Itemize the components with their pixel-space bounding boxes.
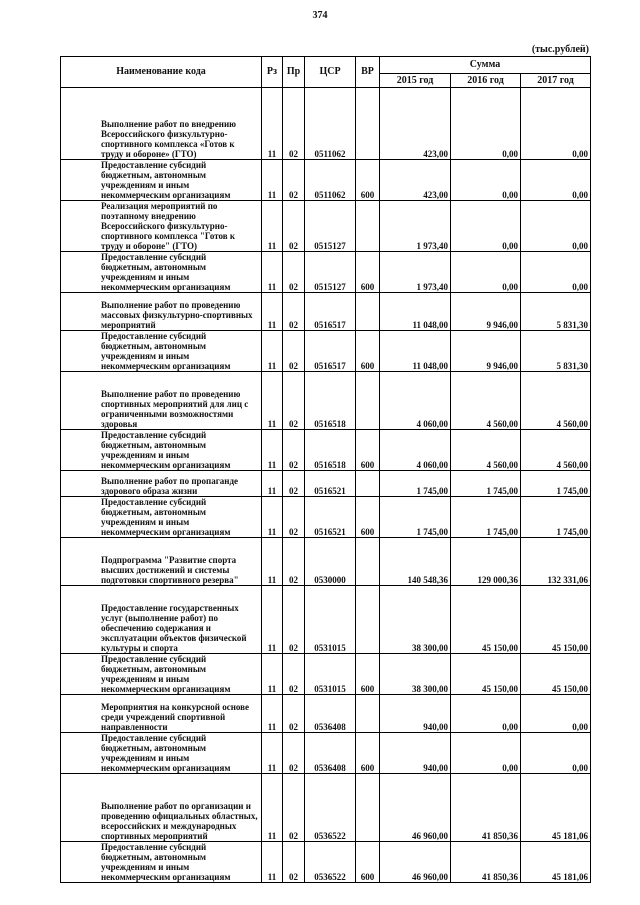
cell-y2015: 423,00 [380,88,451,160]
cell-y2016: 4 560,00 [451,372,521,430]
cell-y2017: 4 560,00 [521,372,591,430]
row-name-cell [61,695,262,733]
cell-y2016: 1 745,00 [451,471,521,497]
cell-csr: 0516517 [305,331,356,372]
cell-y2015: 940,00 [380,695,451,733]
cell-rz: 11 [262,654,283,695]
table-row [61,654,591,695]
row-name-cell [61,88,262,160]
cell-csr: 0536522 [305,774,356,842]
cell-y2017: 132 331,06 [521,538,591,586]
cell-y2016: 41 850,36 [451,842,521,883]
cell-y2016: 1 745,00 [451,497,521,538]
cell-y2016: 9 946,00 [451,331,521,372]
row-name-cell [61,733,262,774]
cell-pr: 02 [283,695,305,733]
cell-rz: 11 [262,774,283,842]
cell-vr [356,88,380,160]
cell-y2016: 0,00 [451,88,521,160]
header-vr: ВР [356,57,380,88]
row-name: Предоставление субсидий бюджетным, автономным учреждениям и иным некоммерческим организациям [101,160,231,200]
row-name: Выполнение работ по внедрению Всероссийского физкультурно-спортивного комплекса «Готов к труду и обороне» (ГТО) [101,119,237,159]
cell-y2015: 38 300,00 [380,586,451,654]
cell-pr: 02 [283,372,305,430]
table-row [61,733,591,774]
cell-y2017: 45 181,06 [521,842,591,883]
row-name: Предоставление субсидий бюджетным, автономным учреждениям и иным некоммерческим организациям [101,430,231,470]
table-row [61,695,591,733]
cell-y2015: 4 060,00 [380,430,451,471]
cell-rz: 11 [262,497,283,538]
cell-y2017: 1 745,00 [521,497,591,538]
table-row [61,497,591,538]
row-name-cell [61,842,262,883]
row-name-cell [61,497,262,538]
row-name: Предоставление государственных услуг (выполнение работ) по обеспечению содержания и эксплуатации объектов физической культуры и спорта [101,603,247,653]
cell-y2017: 0,00 [521,160,591,201]
header-2017: 2017 год [521,74,591,88]
cell-rz: 11 [262,471,283,497]
cell-pr: 02 [283,842,305,883]
cell-vr: 600 [356,497,380,538]
cell-rz: 11 [262,430,283,471]
header-name: Наименование кода [61,57,262,88]
table-row [61,471,591,497]
table-row [61,293,591,331]
cell-vr: 600 [356,733,380,774]
row-name: Выполнение работ по проведению спортивных мероприятий для лиц с ограниченными возможностями здоровья [101,389,249,429]
cell-rz: 11 [262,201,283,252]
table-row [61,774,591,842]
cell-y2016: 0,00 [451,252,521,293]
table-row [61,201,591,252]
header-2015: 2015 год [380,74,451,88]
cell-pr: 02 [283,252,305,293]
cell-vr [356,586,380,654]
cell-csr: 0536408 [305,733,356,774]
cell-y2015: 423,00 [380,160,451,201]
cell-vr: 600 [356,160,380,201]
cell-csr: 0536522 [305,842,356,883]
cell-vr: 600 [356,331,380,372]
cell-rz: 11 [262,331,283,372]
cell-rz: 11 [262,586,283,654]
cell-y2017: 5 831,30 [521,331,591,372]
cell-y2017: 0,00 [521,695,591,733]
cell-csr: 0530000 [305,538,356,586]
row-name-cell [61,774,262,842]
row-name-cell [61,331,262,372]
table-row [61,160,591,201]
table-row [61,586,591,654]
cell-pr: 02 [283,497,305,538]
cell-y2015: 46 960,00 [380,842,451,883]
cell-vr [356,201,380,252]
cell-y2015: 1 745,00 [380,497,451,538]
cell-vr [356,774,380,842]
cell-y2016: 0,00 [451,160,521,201]
cell-y2017: 45 150,00 [521,586,591,654]
cell-y2017: 0,00 [521,201,591,252]
cell-rz: 11 [262,160,283,201]
cell-y2016: 45 150,00 [451,586,521,654]
cell-csr: 0515127 [305,252,356,293]
cell-csr: 0511062 [305,88,356,160]
cell-y2015: 1 745,00 [380,471,451,497]
cell-y2017: 0,00 [521,733,591,774]
cell-y2017: 45 150,00 [521,654,591,695]
cell-csr: 0516521 [305,471,356,497]
cell-pr: 02 [283,654,305,695]
table-body [61,88,591,883]
cell-pr: 02 [283,293,305,331]
table-row [61,88,591,160]
row-name-cell [61,586,262,654]
header-pr: Пр [283,57,305,88]
table-row [61,842,591,883]
cell-y2017: 5 831,30 [521,293,591,331]
row-name: Предоставление субсидий бюджетным, автономным учреждениям и иным некоммерческим организациям [101,331,231,371]
header-csr: ЦСР [305,57,356,88]
cell-csr: 0511062 [305,160,356,201]
row-name-cell [61,252,262,293]
cell-pr: 02 [283,733,305,774]
header-2016: 2016 год [451,74,521,88]
cell-pr: 02 [283,471,305,497]
cell-y2016: 4 560,00 [451,430,521,471]
row-name: Предоставление субсидий бюджетным, автономным учреждениям и иным некоммерческим организациям [101,842,231,882]
cell-csr: 0531015 [305,654,356,695]
table-row [61,252,591,293]
cell-pr: 02 [283,88,305,160]
cell-csr: 0516517 [305,293,356,331]
cell-rz: 11 [262,293,283,331]
cell-y2017: 1 745,00 [521,471,591,497]
cell-y2017: 0,00 [521,252,591,293]
cell-csr: 0515127 [305,201,356,252]
row-name-cell [61,201,262,252]
cell-y2015: 4 060,00 [380,372,451,430]
table-row [61,430,591,471]
cell-csr: 0516518 [305,372,356,430]
cell-csr: 0516518 [305,430,356,471]
cell-y2017: 0,00 [521,88,591,160]
row-name: Предоставление субсидий бюджетным, автономным учреждениям и иным некоммерческим организациям [101,654,231,694]
cell-csr: 0516521 [305,497,356,538]
page-number: 374 [312,10,328,21]
cell-csr: 0536408 [305,695,356,733]
row-name: Выполнение работ по пропаганде здорового образа жизни [101,476,239,496]
row-name-cell [61,372,262,430]
row-name: Выполнение работ по проведению массовых физкультурно-спортивных мероприятий [101,300,253,330]
cell-vr: 600 [356,252,380,293]
cell-y2016: 0,00 [451,695,521,733]
row-name-cell [61,160,262,201]
row-name: Предоставление субсидий бюджетным, автономным учреждениям и иным некоммерческим организациям [101,252,231,292]
cell-y2017: 45 181,06 [521,774,591,842]
cell-y2017: 4 560,00 [521,430,591,471]
cell-pr: 02 [283,201,305,252]
row-name-cell [61,654,262,695]
row-name-cell [61,293,262,331]
cell-pr: 02 [283,430,305,471]
cell-vr: 600 [356,430,380,471]
cell-rz: 11 [262,695,283,733]
cell-y2016: 0,00 [451,733,521,774]
table-row [61,331,591,372]
cell-pr: 02 [283,331,305,372]
cell-vr: 600 [356,842,380,883]
row-name: Выполнение работ по организации и проведению официальных областных, всероссийских и международных спортивных мероприятий [101,801,258,841]
cell-y2015: 140 548,36 [380,538,451,586]
cell-vr [356,695,380,733]
cell-y2015: 1 973,40 [380,252,451,293]
units-label: (тыс.рублей) [531,44,589,55]
cell-rz: 11 [262,733,283,774]
cell-rz: 11 [262,538,283,586]
row-name: Предоставление субсидий бюджетным, автономным учреждениям и иным некоммерческим организациям [101,733,231,773]
row-name: Предоставление субсидий бюджетным, автономным учреждениям и иным некоммерческим организациям [101,497,231,537]
cell-vr [356,538,380,586]
cell-y2016: 129 000,36 [451,538,521,586]
cell-y2015: 11 048,00 [380,331,451,372]
cell-pr: 02 [283,586,305,654]
cell-vr [356,471,380,497]
cell-rz: 11 [262,842,283,883]
cell-pr: 02 [283,160,305,201]
cell-y2016: 41 850,36 [451,774,521,842]
cell-pr: 02 [283,538,305,586]
row-name: Реализация мероприятий по поэтапному внедрению Всероссийского физкультурно-спортивного комплекса "Готов к труду и обороне" (ГТО) [101,201,236,251]
cell-y2016: 45 150,00 [451,654,521,695]
cell-y2015: 38 300,00 [380,654,451,695]
cell-pr: 02 [283,774,305,842]
row-name: Подпрограмма "Развитие спорта высших достижений и системы подготовки спортивного резерва" [101,555,239,585]
cell-vr [356,293,380,331]
row-name: Мероприятия на конкурсной основе среди учреждений спортивной направленности [101,702,250,732]
table-row [61,372,591,430]
cell-rz: 11 [262,88,283,160]
header-sum: Сумма [380,57,591,74]
cell-y2015: 1 973,40 [380,201,451,252]
cell-y2016: 9 946,00 [451,293,521,331]
cell-rz: 11 [262,372,283,430]
cell-y2015: 940,00 [380,733,451,774]
row-name-cell [61,430,262,471]
cell-y2015: 11 048,00 [380,293,451,331]
header-rz: Рз [262,57,283,88]
cell-y2016: 0,00 [451,201,521,252]
budget-table [60,56,591,883]
cell-csr: 0531015 [305,586,356,654]
cell-vr: 600 [356,654,380,695]
cell-y2015: 46 960,00 [380,774,451,842]
table-row [61,538,591,586]
cell-rz: 11 [262,252,283,293]
row-name-cell [61,538,262,586]
cell-vr [356,372,380,430]
row-name-cell [61,471,262,497]
